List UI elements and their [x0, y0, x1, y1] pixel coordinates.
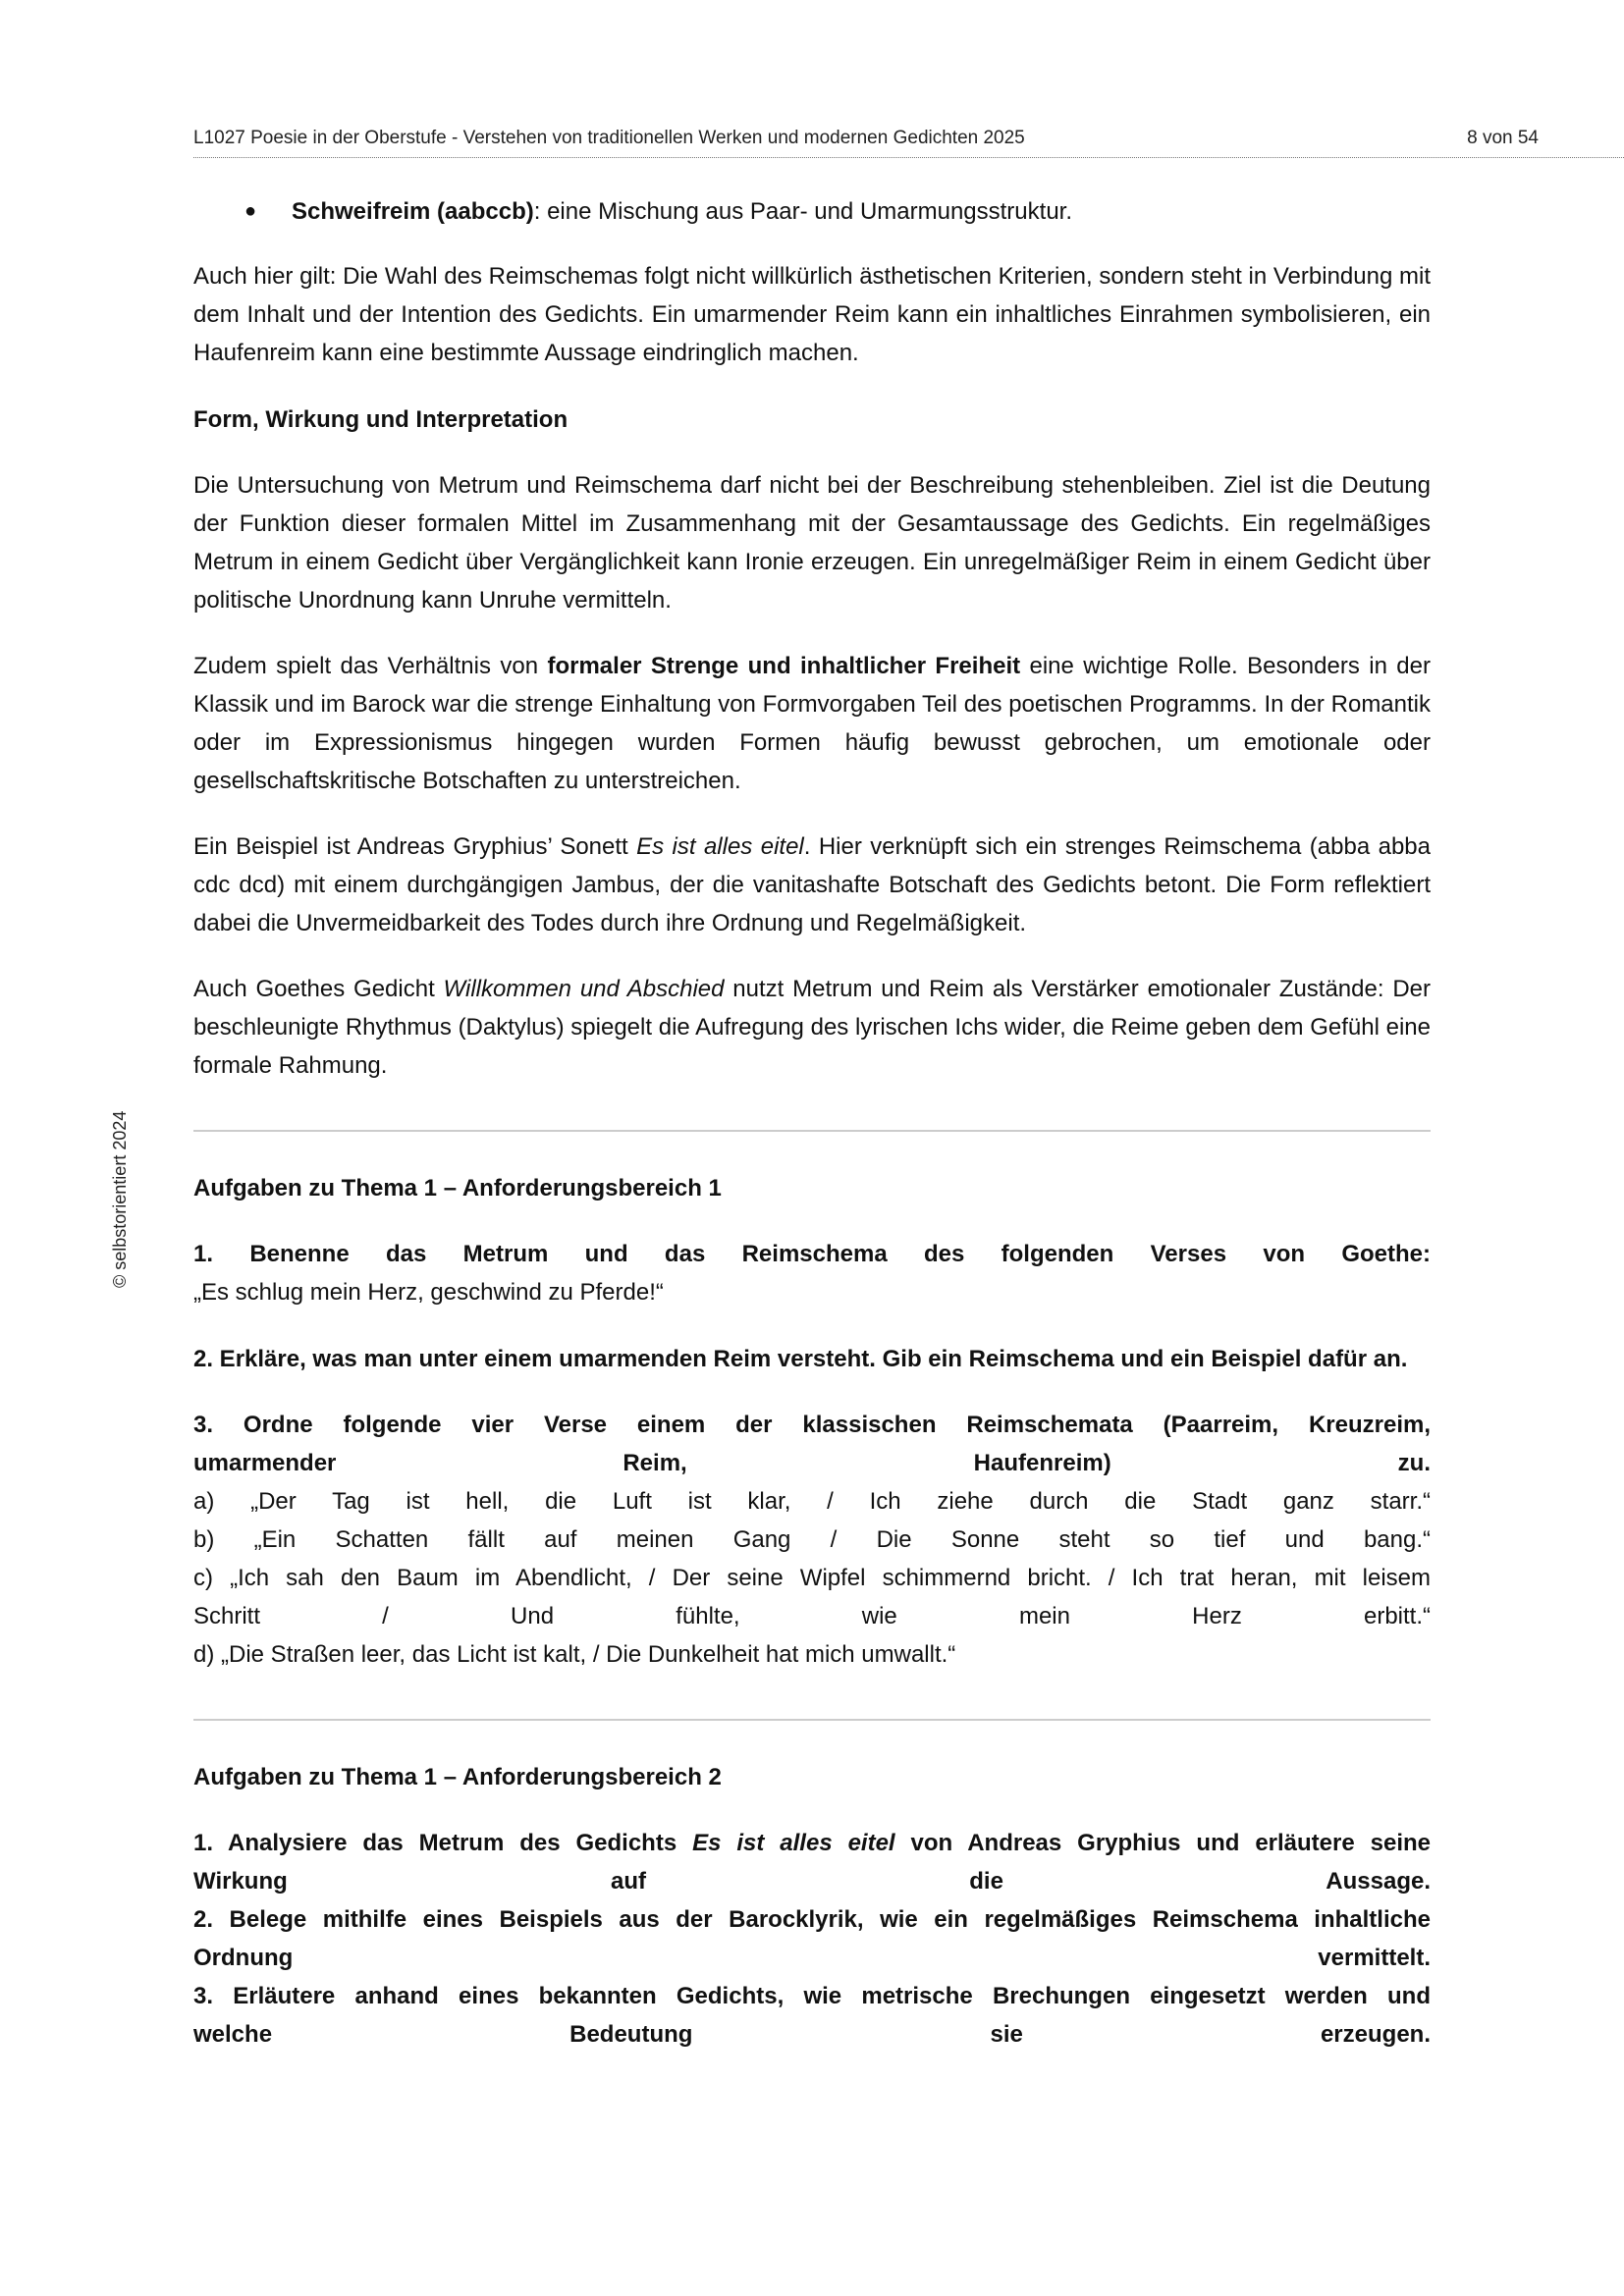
text: Ein Beispiel ist Andreas Gryphius’ Sonett: [193, 833, 637, 860]
paragraph-gryphius: [193, 828, 1431, 942]
text: Zudem spielt das Verhältnis von: [193, 653, 548, 679]
text: nutzt Metrum und Reim als Verstärker emotionaler Zustände: Der beschleunigte Rhythmus (Daktylus) spiegelt die Aufregung des lyrischen Ichs wider, die Reime geben dem Gefühl eine formale Rahmung.: [193, 976, 1431, 1079]
paragraph-reimschema-wahl: Auch hier gilt: Die Wahl des Reimschemas folgt nicht willkürlich ästhetischen Kriterien, sondern steht in Verbindung mit dem Inhalt und der Intention des Gedichts. Ein umarmender Reim kann ein inhaltliches Einrahmen symbolisieren, ein Haufenreim kann eine bestimmte Aussage eindringlich machen.: [193, 263, 1431, 366]
page-header: [193, 128, 1539, 157]
task-3-ab2: 3. Erläutere anhand eines bekannten Gedichts, wie metrische Brechungen eingesetzt werden und: [193, 1983, 1431, 2009]
task-3-ab2-line2: welche Bedeutung sie erzeugen.: [193, 2021, 1431, 2048]
verse-d: d) „Die Straßen leer, das Licht ist kalt, / Die Dunkelheit hat mich umwallt.“: [193, 1641, 956, 1668]
poem-title: Willkommen und Abschied: [443, 976, 725, 1002]
task-2-ab2-line2: Ordnung vermittelt.: [193, 1945, 1431, 1971]
text: . Hier verknüpft sich ein strenges Reimschema (abba abba cdc dcd) mit einem durchgängigen Jambus, der die vanitashafte Botschaft des Gedichts betont. Die Form reflektiert dabei die Unvermeidbarkeit des Todes durch ihre Ordnung und Regelmäßigkeit.: [193, 833, 1431, 936]
section-divider: [193, 1719, 1431, 1721]
task-1-ab2: [193, 1824, 1431, 1862]
paragraph-untersuchung: Die Untersuchung von Metrum und Reimschema darf nicht bei der Beschreibung stehenbleiben. Ziel ist die Deutung der Funktion dieser formalen Mittel im Zusammenhang mit der Gesamtaussage des Gedichts. Ein regelmäßiges Metrum in einem Gedicht über Vergänglichkeit kann Ironie erzeugen. Ein unregelmäßiger Reim in einem Gedicht über politische Unordnung kann Unruhe vermitteln.: [193, 472, 1431, 614]
header-divider: [193, 157, 1624, 158]
copyright-watermark: © selbstorientiert 2024: [110, 1110, 130, 1288]
section-divider: [193, 1130, 1431, 1132]
bullet-item-schweifreim: [193, 192, 1431, 231]
task-1-ab1: [193, 1235, 1431, 1311]
task-1-ab2-line2: Wirkung auf die Aussage.: [193, 1868, 1431, 1895]
task-text: 1. Analysiere das Metrum des Gedichts: [193, 1830, 693, 1856]
section-heading: Form, Wirkung und Interpretation: [193, 406, 568, 433]
tasks-heading-ab2: Aufgaben zu Thema 1 – Anforderungsbereich 2: [193, 1764, 722, 1790]
page-content: [193, 192, 1431, 2054]
task-2-ab2: 2. Belege mithilfe eines Beispiels aus der Barocklyrik, wie ein regelmäßiges Reimschema inhaltliche: [193, 1906, 1431, 1933]
task-3-ab1: [193, 1406, 1431, 1674]
text: Auch Goethes Gedicht: [193, 976, 444, 1002]
verse-c-line1: c) „Ich sah den Baum im Abendlicht, / Der seine Wipfel schimmernd bricht. / Ich trat heran, mit leisem: [193, 1565, 1431, 1591]
tasks-list-ab2: [193, 1824, 1431, 2054]
paragraph-goethe: [193, 970, 1431, 1085]
verse-b: b) „Ein Schatten fällt auf meinen Gang / Die Sonne steht so tief und bang.“: [193, 1526, 1431, 1553]
page-number: 8 von 54: [1467, 128, 1539, 148]
bullet-term: Schweifreim (aabccb): [292, 198, 534, 225]
document-title: L1027 Poesie in der Oberstufe - Verstehen von traditionellen Werken und modernen Gedichten 2025: [193, 128, 1025, 148]
poem-title: Es ist alles eitel: [636, 833, 804, 860]
task-text: umarmender Reim, Haufenreim) zu.: [193, 1450, 1431, 1476]
poem-title: Es ist alles eitel: [692, 1830, 895, 1856]
task-text: von Andreas Gryphius und erläutere seine: [894, 1830, 1431, 1856]
bullet-icon: ●: [244, 200, 257, 222]
tasks-heading-ab1: Aufgaben zu Thema 1 – Anforderungsbereich 1: [193, 1175, 722, 1201]
text: eine wichtige Rolle. Besonders in der Klassik und im Barock war die strenge Einhaltung von Formvorgaben Teil des poetischen Programms. In der Romantik oder im Expressionismus hingegen wurden Formen häufig bewusst gebrochen, um emotionale oder gesellschaftskritische Botschaften zu unterstreichen.: [193, 653, 1431, 794]
task-text: 1. Benenne das Metrum und das Reimschema des folgenden Verses von Goethe:: [193, 1241, 1431, 1267]
task-text: 3. Ordne folgende vier Verse einem der klassischen Reimschemata (Paarreim, Kreuzreim,: [193, 1412, 1431, 1438]
paragraph-strenge-freiheit: [193, 647, 1431, 800]
bold-text: formaler Strenge und inhaltlicher Freiheit: [547, 653, 1021, 679]
bullet-text: : eine Mischung aus Paar- und Umarmungsstruktur.: [533, 198, 1072, 225]
quote: „Es schlug mein Herz, geschwind zu Pferde!“: [193, 1279, 664, 1306]
task-2-ab1: 2. Erkläre, was man unter einem umarmenden Reim versteht. Gib ein Reimschema und ein Beispiel dafür an.: [193, 1346, 1408, 1372]
verse-c-line2: Schritt / Und fühlte, wie mein Herz erbitt.“: [193, 1603, 1431, 1629]
verse-a: a) „Der Tag ist hell, die Luft ist klar, / Ich ziehe durch die Stadt ganz starr.“: [193, 1488, 1431, 1515]
